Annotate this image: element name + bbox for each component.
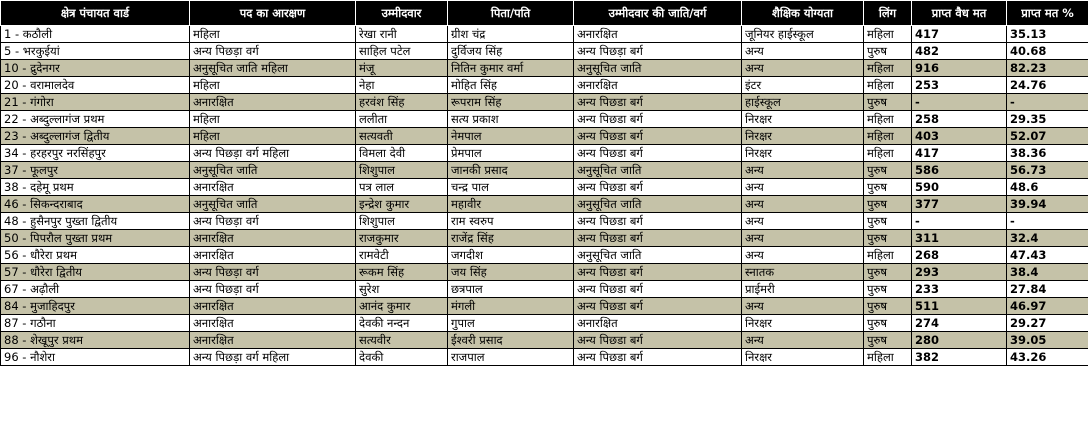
cell-education: अन्य [742,332,864,349]
cell-father-husband: नेमपाल [448,128,574,145]
cell-vote-percent: 38.36 [1007,145,1088,162]
cell-vote-percent: 82.23 [1007,60,1088,77]
cell-candidate: देवकी [356,349,448,366]
cell-caste: अनुसूचित जाति [574,162,742,179]
cell-vote-percent: - [1007,94,1088,111]
table-row [1,60,1088,77]
cell-candidate: रेखा रानी [356,26,448,43]
cell-vote-percent: 35.13 [1007,26,1088,43]
cell-vote-percent: 52.07 [1007,128,1088,145]
cell-gender: पुरुष [864,43,912,60]
cell-reservation: अनारक्षित [190,247,356,264]
cell-caste: अन्य पिछडा बर्ग [574,281,742,298]
cell-vote-percent: 24.76 [1007,77,1088,94]
cell-caste: अन्य पिछडा बर्ग [574,145,742,162]
cell-candidate: सत्यवती [356,128,448,145]
cell-valid-votes: 233 [912,281,1007,298]
cell-caste: अन्य पिछडा बर्ग [574,179,742,196]
cell-vote-percent: 32.4 [1007,230,1088,247]
table-row [1,332,1088,349]
cell-reservation: अन्य पिछड़ा वर्ग महिला [190,349,356,366]
table-row [1,315,1088,332]
cell-caste: अनारक्षित [574,77,742,94]
cell-valid-votes: 417 [912,26,1007,43]
cell-ward: 10 - द्रुदेनगर [1,60,190,77]
cell-ward: 84 - मुजाहिदपुर [1,298,190,315]
cell-valid-votes: 586 [912,162,1007,179]
cell-gender: पुरुष [864,281,912,298]
header-valid-votes: प्राप्त वैध मत [912,1,1007,26]
cell-ward: 20 - वरामालदेव [1,77,190,94]
cell-caste: अनुसूचित जाति [574,196,742,213]
cell-father-husband: जानकी प्रसाद [448,162,574,179]
cell-father-husband: राम स्वरुप [448,213,574,230]
table-row [1,247,1088,264]
cell-gender: महिला [864,145,912,162]
header-gender: लिंग [864,1,912,26]
cell-education: इंटर [742,77,864,94]
cell-gender: महिला [864,26,912,43]
cell-gender: महिला [864,111,912,128]
cell-father-husband: महावीर [448,196,574,213]
cell-father-husband: राजपाल [448,349,574,366]
cell-education: अन्य [742,162,864,179]
cell-reservation: अनारक्षित [190,230,356,247]
cell-reservation: अनुसूचित जाति [190,196,356,213]
cell-father-husband: प्रेमपाल [448,145,574,162]
cell-valid-votes: 482 [912,43,1007,60]
cell-education: प्राईमरी [742,281,864,298]
cell-father-husband: ईश्वरी प्रसाद [448,332,574,349]
cell-candidate: ललीता [356,111,448,128]
cell-reservation: अन्य पिछड़ा वर्ग [190,264,356,281]
cell-gender: महिला [864,60,912,77]
cell-caste: अन्य पिछडा बर्ग [574,128,742,145]
cell-education: अन्य [742,213,864,230]
cell-ward: 21 - गंगोरा [1,94,190,111]
table-body [1,26,1088,366]
header-ward: क्षेत्र पंचायत वार्ड [1,1,190,26]
cell-father-husband: नितिन कुमार वर्मा [448,60,574,77]
cell-valid-votes: 293 [912,264,1007,281]
cell-valid-votes: - [912,94,1007,111]
cell-valid-votes: - [912,213,1007,230]
cell-gender: पुरुष [864,196,912,213]
cell-reservation: अनारक्षित [190,94,356,111]
cell-valid-votes: 916 [912,60,1007,77]
cell-caste: अन्य पिछडा बर्ग [574,111,742,128]
cell-ward: 38 - दहेमू प्रथम [1,179,190,196]
table-row [1,264,1088,281]
cell-valid-votes: 274 [912,315,1007,332]
cell-caste: अन्य पिछडा बर्ग [574,94,742,111]
cell-caste: अन्य पिछडा बर्ग [574,264,742,281]
cell-vote-percent: 40.68 [1007,43,1088,60]
table-row [1,128,1088,145]
cell-gender: पुरुष [864,94,912,111]
table-row [1,162,1088,179]
cell-reservation: महिला [190,111,356,128]
cell-vote-percent: 56.73 [1007,162,1088,179]
cell-candidate: इन्द्रेश कुमार [356,196,448,213]
cell-caste: अन्य पिछडा बर्ग [574,298,742,315]
cell-vote-percent: 46.97 [1007,298,1088,315]
table-row [1,179,1088,196]
cell-gender: पुरुष [864,264,912,281]
cell-ward: 96 - नौशेरा [1,349,190,366]
cell-education: अन्य [742,230,864,247]
table-row [1,298,1088,315]
cell-ward: 67 - अढ़ौली [1,281,190,298]
table-row [1,26,1088,43]
cell-candidate: विमला देवी [356,145,448,162]
cell-reservation: अनारक्षित [190,179,356,196]
cell-gender: महिला [864,349,912,366]
cell-vote-percent: 47.43 [1007,247,1088,264]
cell-valid-votes: 258 [912,111,1007,128]
cell-ward: 23 - अब्दुल्लागंज द्वितीय [1,128,190,145]
cell-reservation: अन्य पिछड़ा वर्ग [190,281,356,298]
cell-valid-votes: 417 [912,145,1007,162]
cell-gender: पुरुष [864,332,912,349]
cell-vote-percent: 43.26 [1007,349,1088,366]
cell-father-husband: मंगली [448,298,574,315]
cell-caste: अन्य पिछडा बर्ग [574,230,742,247]
table-header [1,1,1088,26]
header-caste: उम्मीदवार की जाति/वर्ग [574,1,742,26]
table-row [1,196,1088,213]
cell-ward: 56 - धौरेरा प्रथम [1,247,190,264]
cell-candidate: रामवेटी [356,247,448,264]
cell-caste: अन्य पिछडा बर्ग [574,213,742,230]
cell-reservation: अनारक्षित [190,332,356,349]
cell-ward: 22 - अब्दुल्लागंज प्रथम [1,111,190,128]
cell-vote-percent: 29.27 [1007,315,1088,332]
cell-caste: अनुसूचित जाति [574,60,742,77]
cell-candidate: सुरेश [356,281,448,298]
cell-education: अन्य [742,247,864,264]
cell-father-husband: छत्रपाल [448,281,574,298]
cell-caste: अन्य पिछड़ा बर्ग [574,43,742,60]
cell-vote-percent: - [1007,213,1088,230]
cell-vote-percent: 38.4 [1007,264,1088,281]
table-row [1,349,1088,366]
table-row [1,230,1088,247]
cell-education: निरक्षर [742,315,864,332]
cell-father-husband: गुपाल [448,315,574,332]
cell-education: अन्य [742,298,864,315]
table-row [1,111,1088,128]
cell-reservation: महिला [190,26,356,43]
cell-valid-votes: 280 [912,332,1007,349]
cell-ward: 50 - पिपरौल पुख्ता प्रथम [1,230,190,247]
table-row [1,43,1088,60]
cell-education: अन्य [742,196,864,213]
cell-ward: 34 - हरहरपुर नरसिंहपुर [1,145,190,162]
cell-candidate: देवकी नन्दन [356,315,448,332]
cell-education: हाईस्कूल [742,94,864,111]
cell-gender: महिला [864,77,912,94]
cell-valid-votes: 511 [912,298,1007,315]
cell-father-husband: ग्रीश चंद्र [448,26,574,43]
cell-caste: अन्य पिछडा बर्ग [574,332,742,349]
cell-caste: अनारक्षित [574,26,742,43]
cell-education: निरक्षर [742,145,864,162]
cell-father-husband: जगदीश [448,247,574,264]
cell-reservation: अनारक्षित [190,315,356,332]
cell-education: अन्य [742,43,864,60]
cell-valid-votes: 253 [912,77,1007,94]
cell-vote-percent: 39.05 [1007,332,1088,349]
cell-gender: पुरुष [864,179,912,196]
cell-father-husband: चन्द्र पाल [448,179,574,196]
cell-valid-votes: 382 [912,349,1007,366]
cell-reservation: अनुसूचित जाति महिला [190,60,356,77]
cell-candidate: पत्र लाल [356,179,448,196]
cell-candidate: नेहा [356,77,448,94]
cell-gender: पुरुष [864,213,912,230]
cell-father-husband: जय सिंह [448,264,574,281]
cell-vote-percent: 29.35 [1007,111,1088,128]
cell-gender: पुरुष [864,298,912,315]
cell-education: स्नातक [742,264,864,281]
cell-ward: 46 - सिकन्दराबाद [1,196,190,213]
cell-father-husband: राजेंद्र सिंह [448,230,574,247]
cell-father-husband: रूपराम सिंह [448,94,574,111]
cell-ward: 88 - शेखूपुर प्रथम [1,332,190,349]
cell-ward: 1 - कठौली [1,26,190,43]
cell-ward: 5 - भरकुईयां [1,43,190,60]
cell-father-husband: सत्य प्रकाश [448,111,574,128]
cell-candidate: हरवंश सिंह [356,94,448,111]
cell-candidate: सत्यवीर [356,332,448,349]
cell-reservation: अन्य पिछड़ा वर्ग महिला [190,145,356,162]
cell-father-husband: दुर्विजय सिंह [448,43,574,60]
header-education: शैक्षिक योग्यता [742,1,864,26]
cell-reservation: अन्य पिछड़ा वर्ग [190,43,356,60]
cell-caste: अनारक्षित [574,315,742,332]
cell-candidate: शिशुपाल [356,213,448,230]
cell-reservation: अनारक्षित [190,298,356,315]
header-reservation: पद का आरक्षण [190,1,356,26]
table-row [1,213,1088,230]
header-candidate: उम्मीदवार [356,1,448,26]
cell-gender: पुरुष [864,162,912,179]
cell-ward: 37 - फूलपुर [1,162,190,179]
header-row [1,1,1088,26]
cell-father-husband: मोहित सिंह [448,77,574,94]
cell-reservation: अन्य पिछड़ा वर्ग [190,213,356,230]
cell-vote-percent: 27.84 [1007,281,1088,298]
cell-education: निरक्षर [742,128,864,145]
cell-education: अन्य [742,179,864,196]
cell-education: जूनियर हाईस्कूल [742,26,864,43]
cell-candidate: राजकुमार [356,230,448,247]
cell-gender: पुरुष [864,230,912,247]
cell-caste: अन्य पिछडा बर्ग [574,349,742,366]
cell-education: अन्य [742,60,864,77]
cell-ward: 87 - गठौना [1,315,190,332]
cell-valid-votes: 377 [912,196,1007,213]
header-vote-percent: प्राप्त मत % [1007,1,1088,26]
cell-caste: अनुसूचित जाति [574,247,742,264]
cell-education: निरक्षर [742,111,864,128]
cell-gender: महिला [864,247,912,264]
cell-valid-votes: 268 [912,247,1007,264]
cell-vote-percent: 39.94 [1007,196,1088,213]
cell-valid-votes: 403 [912,128,1007,145]
cell-candidate: मंजू [356,60,448,77]
header-father-husband: पिता/पति [448,1,574,26]
table-row [1,77,1088,94]
cell-reservation: महिला [190,77,356,94]
cell-valid-votes: 311 [912,230,1007,247]
cell-gender: पुरुष [864,315,912,332]
table-row [1,94,1088,111]
cell-ward: 48 - हुसैनपुर पुख्ता द्वितीय [1,213,190,230]
cell-candidate: रूकम सिंह [356,264,448,281]
cell-candidate: आनंद कुमार [356,298,448,315]
cell-vote-percent: 48.6 [1007,179,1088,196]
cell-candidate: शिशुपाल [356,162,448,179]
table-row [1,281,1088,298]
cell-candidate: साहिल पटेल [356,43,448,60]
cell-gender: महिला [864,128,912,145]
cell-valid-votes: 590 [912,179,1007,196]
cell-ward: 57 - धौरेरा द्वितीय [1,264,190,281]
cell-education: निरक्षर [742,349,864,366]
table-row [1,145,1088,162]
cell-reservation: महिला [190,128,356,145]
cell-reservation: अनुसूचित जाति [190,162,356,179]
